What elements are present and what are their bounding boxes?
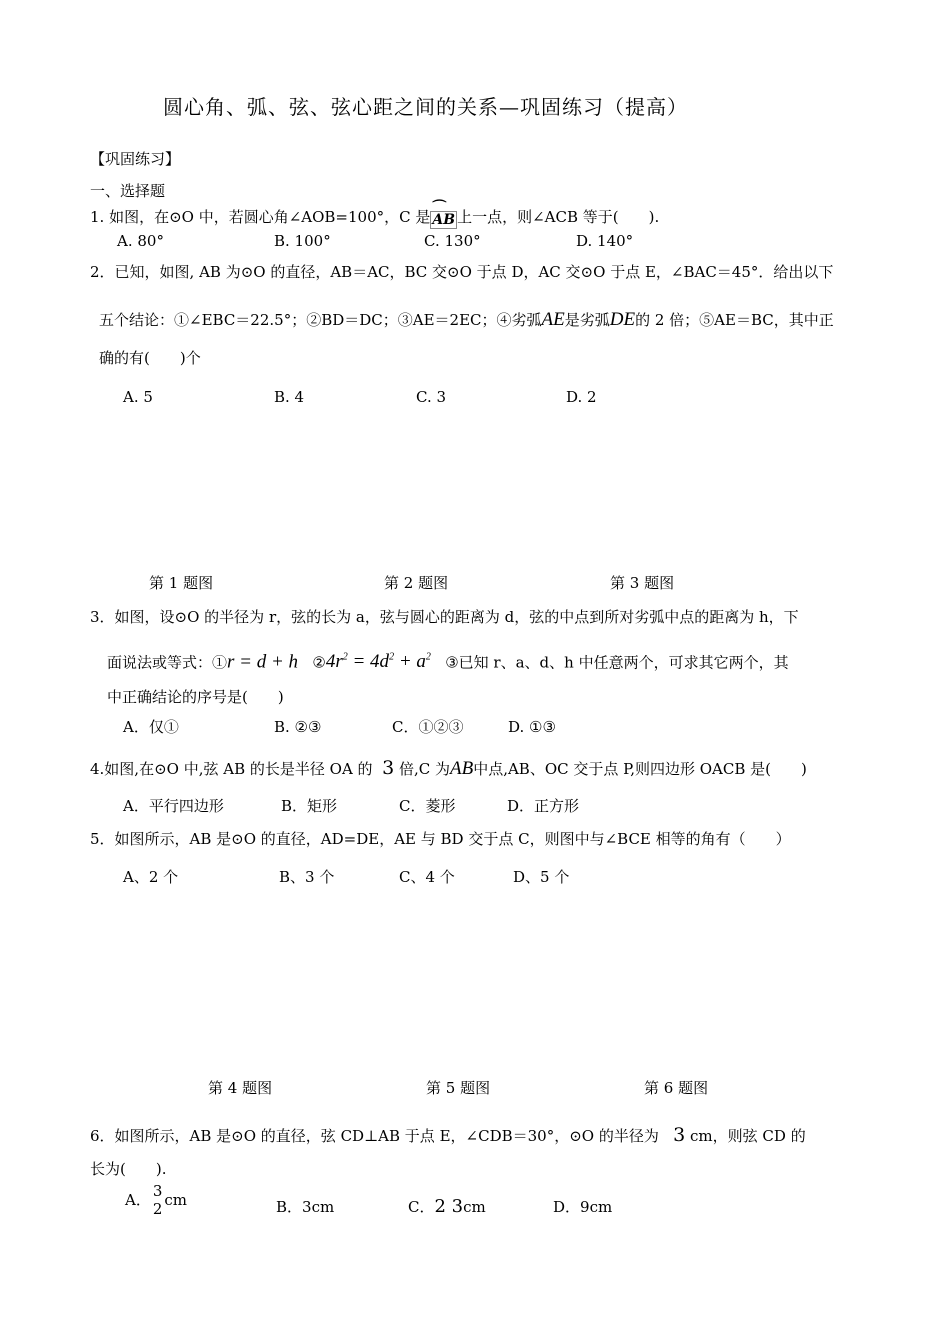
caption-figure-5: 第 5 题图 bbox=[426, 1079, 491, 1097]
q3-option-a: A．仅① bbox=[123, 718, 179, 736]
caption-figure-6: 第 6 题图 bbox=[644, 1079, 709, 1097]
q4-stem: 4.如图,在⊙O 中,弦 AB 的长是半径 OA 的 3 倍,C 为AB中点,AB、OC 交于点 P,则四边形 OACB 是( ) bbox=[90, 757, 807, 779]
arc-ab: AB bbox=[449, 758, 474, 779]
arc-ae: AE bbox=[541, 309, 565, 330]
q5-option-a: A、2 个 bbox=[123, 868, 179, 886]
q3-line2: 面说法或等式：①r = d + h $②4r^2 = 4d^2 + a^2$ ③已知 r、a、d、h 中任意两个，可求其它两个，其 bbox=[107, 651, 789, 673]
q4-option-b: B．矩形 bbox=[281, 797, 338, 815]
caption-figure-2: 第 2 题图 bbox=[384, 574, 449, 592]
q6-option-b: B．3cm bbox=[276, 1198, 335, 1216]
q3-line1: 3．如图，设⊙O 的半径为 r，弦的长为 a，弦与圆心的距离为 d，弦的中点到所对劣弧中点的距离为 h，下 bbox=[90, 608, 799, 626]
q2-option-d: D. 2 bbox=[566, 388, 597, 406]
q2-line1: 2．已知，如图, AB 为⊙O 的直径，AB＝AC，BC 交⊙O 于点 D，AC 交⊙O 于点 E，∠BAC＝45°．给出以下 bbox=[90, 263, 834, 281]
caption-figure-3: 第 3 题图 bbox=[610, 574, 675, 592]
q1-stem: 1. 如图，在⊙O 中，若圆心角∠AOB=100°，C 是⌒ AB 上一点，则∠ACB 等于( ). bbox=[90, 207, 659, 227]
sqrt3-symbol: 3 bbox=[382, 757, 395, 779]
arc-de: DE bbox=[609, 309, 636, 330]
caption-figure-1: 第 1 题图 bbox=[149, 574, 214, 592]
q5-option-b: B、3 个 bbox=[279, 868, 335, 886]
q1-option-c: C. 130° bbox=[424, 232, 481, 250]
equation-1: r = d + h bbox=[227, 651, 299, 673]
q5-option-d: D、5 个 bbox=[513, 868, 570, 886]
q3-line3: 中正确结论的序号是( ) bbox=[107, 688, 284, 706]
q6-line2: 长为( ). bbox=[90, 1160, 167, 1178]
equation-2: $4r^2 = 4d^2 + a^2$ bbox=[325, 651, 431, 673]
q6-option-d: D．9cm bbox=[553, 1198, 613, 1216]
q2-option-b: B. 4 bbox=[274, 388, 305, 406]
q3-option-c: C．①②③ bbox=[392, 718, 464, 736]
section-heading: 【巩固练习】 bbox=[90, 150, 181, 168]
fraction-3-over-2: 3 2 bbox=[152, 1182, 163, 1218]
q1-option-b: B. 100° bbox=[274, 232, 331, 250]
q5-stem: 5．如图所示，AB 是⊙O 的直径，AD=DE，AE 与 BD 交于点 C，则图中与∠BCE 相等的角有（ ） bbox=[90, 830, 791, 848]
q4-option-a: A．平行四边形 bbox=[123, 797, 224, 815]
q2-line2: 五个结论：①∠EBC＝22.5°；②BD＝DC；③AE＝2EC；④劣弧AE是劣弧DE的 2 倍；⑤AE＝BC，其中正 bbox=[99, 309, 834, 330]
q1-option-a: A. 80° bbox=[117, 232, 164, 250]
q5-option-c: C、4 个 bbox=[399, 868, 455, 886]
sqrt3-symbol: 3 bbox=[673, 1124, 686, 1146]
q1-option-d: D. 140° bbox=[576, 232, 634, 250]
q6-option-a: A． 3 2 cm bbox=[125, 1182, 188, 1218]
page-title: 圆心角、弧、弦、弦心距之间的关系—巩固练习（提高） bbox=[163, 95, 688, 119]
arc-ab-symbol: ⌒ AB bbox=[430, 211, 457, 229]
part-heading: 一、选择题 bbox=[90, 182, 166, 200]
q2-line3: 确的有( )个 bbox=[99, 349, 201, 367]
q4-option-d: D．正方形 bbox=[507, 797, 580, 815]
caption-figure-4: 第 4 题图 bbox=[208, 1079, 273, 1097]
q4-option-c: C．菱形 bbox=[399, 797, 456, 815]
q2-option-c: C. 3 bbox=[416, 388, 447, 406]
q6-stem: 6．如图所示，AB 是⊙O 的直径，弦 CD⊥AB 于点 E，∠CDB＝30°，⊙O 的半径为 3 cm，则弦 CD 的 bbox=[90, 1124, 806, 1146]
q6-option-c: C．2 3cm bbox=[408, 1196, 486, 1217]
q3-option-d: D. ①③ bbox=[508, 718, 556, 736]
q2-option-a: A. 5 bbox=[123, 388, 153, 406]
q3-option-b: B. ②③ bbox=[274, 718, 322, 736]
